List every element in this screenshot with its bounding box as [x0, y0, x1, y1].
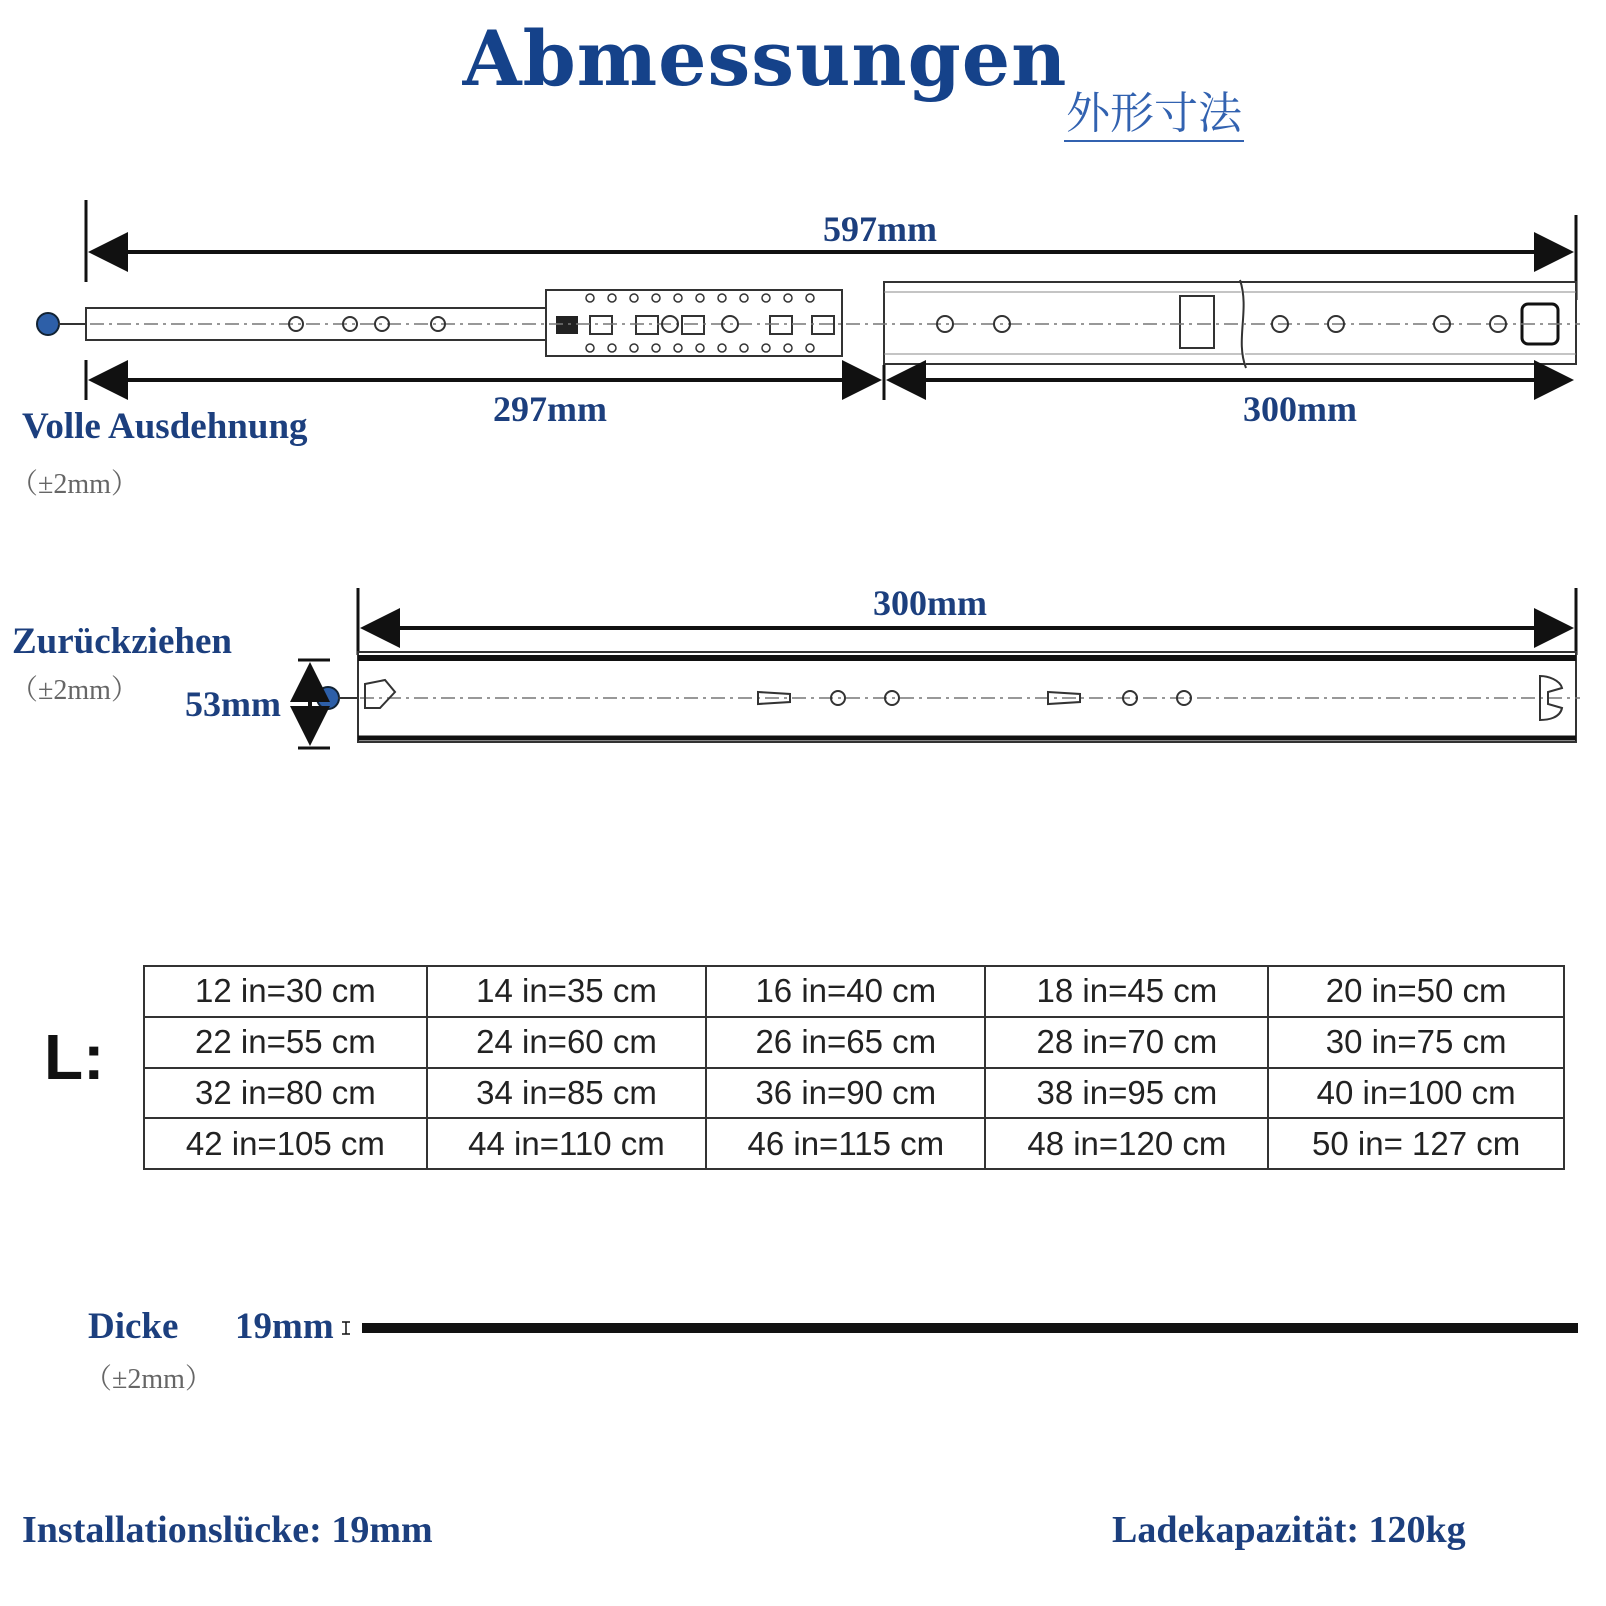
table-cell: 18 in=45 cm: [985, 966, 1268, 1017]
thickness-value: 19mm: [235, 1306, 334, 1347]
retracted-drawing: [0, 580, 1606, 760]
thickness-label: Dicke: [88, 1306, 179, 1347]
retracted-length-label: 300mm: [873, 583, 987, 623]
table-cell: 38 in=95 cm: [985, 1068, 1268, 1119]
end-cap-blue: [37, 313, 59, 335]
table-cell: 44 in=110 cm: [427, 1118, 706, 1169]
table-row: [144, 966, 1564, 1017]
table-cell: 24 in=60 cm: [427, 1017, 706, 1068]
table-cell: 26 in=65 cm: [706, 1017, 985, 1068]
table-cell: 30 in=75 cm: [1268, 1017, 1564, 1068]
thickness-tolerance: （±2mm）: [84, 1364, 213, 1395]
outer-member: [884, 282, 1576, 364]
table-cell: 48 in=120 cm: [985, 1118, 1268, 1169]
retracted-rail: [358, 652, 1576, 742]
dimension-total-label: 597mm: [823, 209, 937, 249]
retracted-label: Zurückziehen: [12, 621, 232, 662]
page-subtitle: 外形寸法: [1064, 88, 1244, 142]
full-extension-label: Volle Ausdehnung: [22, 406, 308, 447]
table-cell: 36 in=90 cm: [706, 1068, 985, 1119]
table-cell: 32 in=80 cm: [144, 1068, 427, 1119]
table-cell: 22 in=55 cm: [144, 1017, 427, 1068]
load-capacity: Ladekapazität: 120kg: [1112, 1509, 1466, 1551]
installation-gap: Installationslücke: 19mm: [22, 1509, 433, 1551]
table-cell: 42 in=105 cm: [144, 1118, 427, 1169]
table-cell: 14 in=35 cm: [427, 966, 706, 1017]
table-cell: 12 in=30 cm: [144, 966, 427, 1017]
retracted-tolerance: （±2mm）: [10, 675, 139, 706]
thickness-bar: [340, 1318, 1580, 1338]
dimension-left-label: 297mm: [493, 389, 607, 429]
table-row: [144, 1068, 1564, 1119]
page-title: Abmessungen: [462, 14, 1068, 103]
retracted-height-label: 53mm: [185, 684, 281, 724]
table-cell: 40 in=100 cm: [1268, 1068, 1564, 1119]
table-cell: 50 in= 127 cm: [1268, 1118, 1564, 1169]
table-cell: 16 in=40 cm: [706, 966, 985, 1017]
table-row: [144, 1017, 1564, 1068]
table-row: [144, 1118, 1564, 1169]
retracted-end-cap: [317, 687, 339, 709]
dimension-right-label: 300mm: [1243, 389, 1357, 429]
size-table: [143, 965, 1565, 1170]
length-label: L:: [44, 1021, 105, 1093]
table-cell: 28 in=70 cm: [985, 1017, 1268, 1068]
full-extension-tolerance: （±2mm）: [10, 469, 139, 500]
table-cell: 20 in=50 cm: [1268, 966, 1564, 1017]
table-cell: 34 in=85 cm: [427, 1068, 706, 1119]
table-cell: 46 in=115 cm: [706, 1118, 985, 1169]
